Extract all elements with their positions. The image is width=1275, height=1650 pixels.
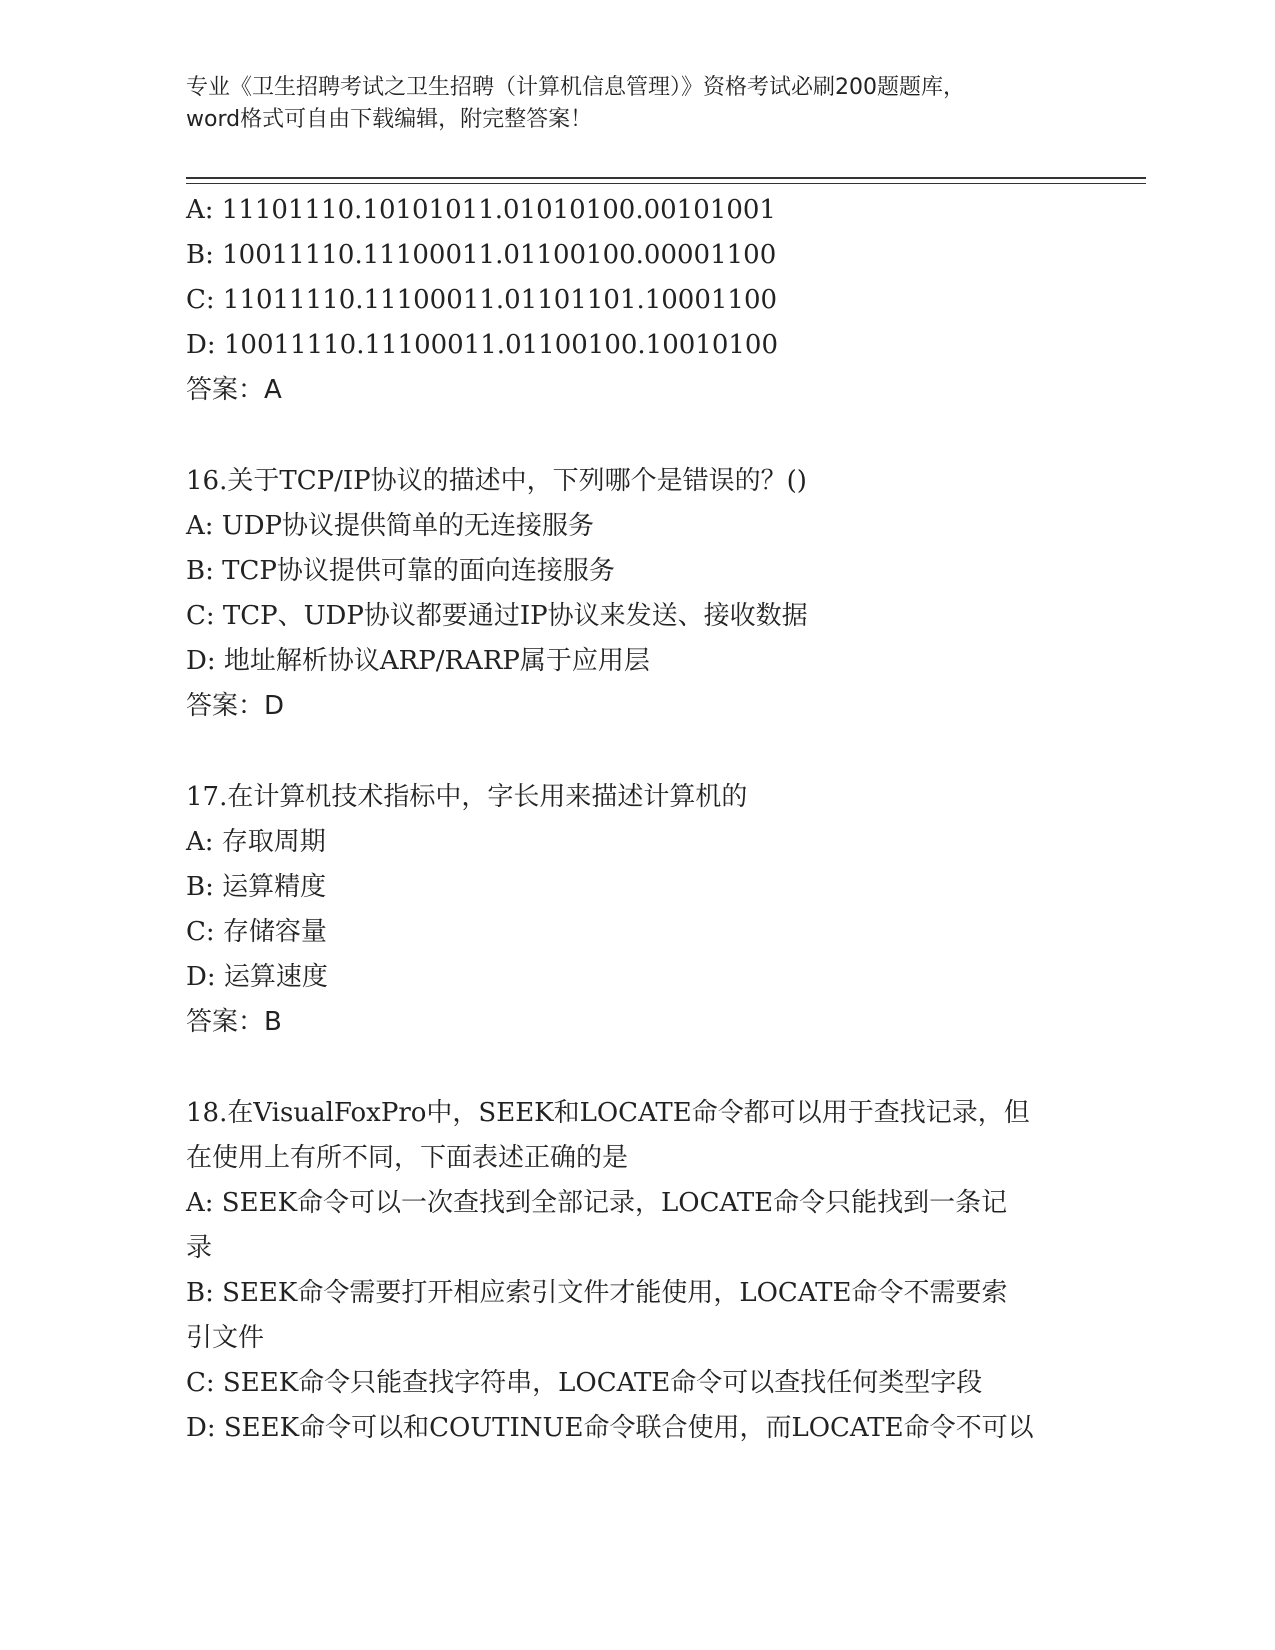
q16-option-a: A: UDP协议提供简单的无连接服务 <box>186 511 595 541</box>
header-line-2: word格式可自由下载编辑，附完整答案！ <box>186 107 593 132</box>
q18-option-c: C: SEEK命令只能查找字符串，LOCATE命令可以查找任何类型字段 <box>186 1368 983 1398</box>
q16-option-c: C: TCP、UDP协议都要通过IP协议来发送、接收数据 <box>186 601 808 631</box>
q15-option-d: D: 10011110.11100011.01100100.10010100 <box>186 330 779 360</box>
q18-question-line-2: 在使用上有所不同，下面表述正确的是 <box>186 1143 629 1173</box>
question-15 <box>186 188 1086 413</box>
q15-option-b: B: 10011110.11100011.01100100.00001100 <box>186 240 777 270</box>
q15-option-a: A: 11101110.10101011.01010100.00101001 <box>186 195 776 225</box>
q16-option-b: B: TCP协议提供可靠的面向连接服务 <box>186 556 615 586</box>
q18-question-line-1: 18.在VisualFoxPro中，SEEK和LOCATE命令都可以用于查找记录，但 <box>186 1098 1030 1128</box>
question-16 <box>186 459 1086 729</box>
q17-question: 17.在计算机技术指标中，字长用来描述计算机的 <box>186 782 748 812</box>
q17-option-b: B: 运算精度 <box>186 872 327 902</box>
q15-answer: 答案：A <box>186 375 282 405</box>
q16-answer: 答案：D <box>186 691 285 721</box>
document-header <box>186 72 1066 136</box>
spacer <box>186 729 1086 775</box>
q18-option-b-line-2: 引文件 <box>186 1323 265 1353</box>
q17-answer: 答案：B <box>186 1007 282 1037</box>
header-divider-thick <box>186 177 1146 179</box>
q18-option-d: D: SEEK命令可以和COUTINUE命令联合使用，而LOCATE命令不可以 <box>186 1413 1034 1443</box>
question-17 <box>186 775 1086 1045</box>
question-18 <box>186 1091 1086 1451</box>
header-line-1: 专业《卫生招聘考试之卫生招聘（计算机信息管理）》资格考试必刷200题题库， <box>186 75 965 100</box>
q18-option-b-line-1: B: SEEK命令需要打开相应索引文件才能使用，LOCATE命令不需要索 <box>186 1278 1008 1308</box>
q18-option-a-line-2: 录 <box>186 1233 213 1263</box>
q16-question: 16.关于TCP/IP协议的描述中，下列哪个是错误的？() <box>186 466 807 496</box>
spacer <box>186 1045 1086 1091</box>
q16-option-d: D: 地址解析协议ARP/RARP属于应用层 <box>186 646 650 676</box>
q17-option-c: C: 存储容量 <box>186 917 327 947</box>
question-content <box>186 188 1086 1451</box>
q18-option-a-line-1: A: SEEK命令可以一次查找到全部记录，LOCATE命令只能找到一条记 <box>186 1188 1008 1218</box>
q17-option-d: D: 运算速度 <box>186 962 328 992</box>
q15-option-c: C: 11011110.11100011.01101101.10001100 <box>186 285 778 315</box>
q17-option-a: A: 存取周期 <box>186 827 326 857</box>
header-divider-thin <box>186 183 1146 184</box>
spacer <box>186 413 1086 459</box>
